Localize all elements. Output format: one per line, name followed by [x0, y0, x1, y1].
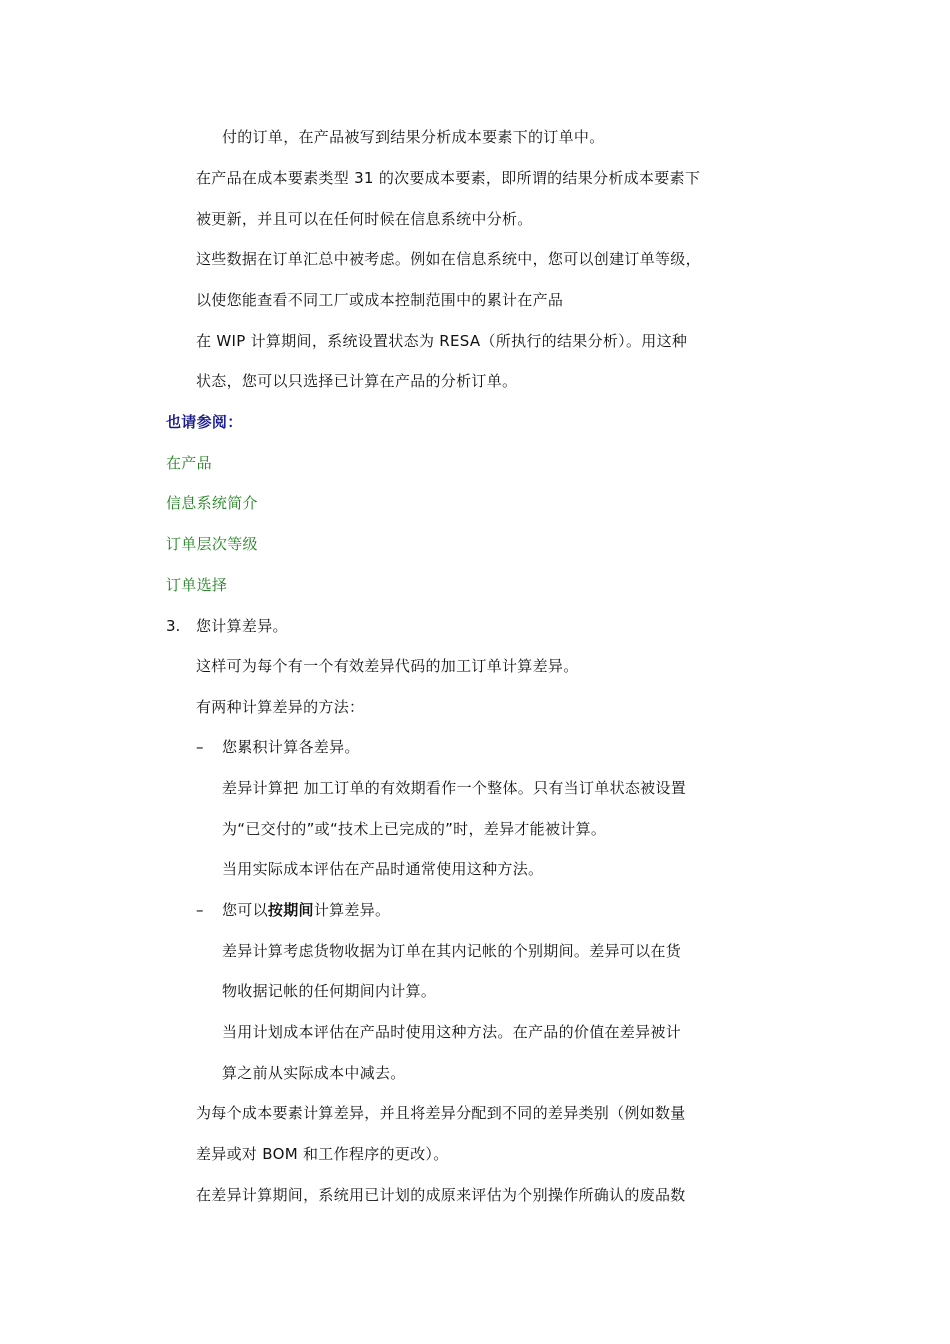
- paragraph-text: 为“已交付的”或“技术上已完成的”时，差异才能被计算。: [222, 820, 607, 838]
- bullet-marker: –: [196, 738, 204, 756]
- paragraph-text: 有两种计算差异的方法：: [196, 698, 365, 716]
- bullet-title: 您累积计算各差异。: [222, 738, 360, 756]
- paragraph-text: 当用实际成本评估在产品时通常使用这种方法。: [222, 860, 544, 878]
- paragraph-text: 在差异计算期间，系统用已计划的成原来评估为个别操作所确认的废品数: [196, 1186, 686, 1204]
- paragraph-text: 在产品在成本要素类型 31 的次要成本要素，即所谓的结果分析成本要素下: [196, 169, 701, 187]
- paragraph-text: 以使您能查看不同工厂或成本控制范围中的累计在产品: [196, 291, 564, 309]
- bullet-title-post: 计算差异。: [313, 901, 391, 919]
- see-also-link[interactable]: 订单层次等级: [166, 535, 258, 553]
- paragraph-text: 差异或对 BOM 和工作程序的更改）。: [196, 1145, 449, 1163]
- paragraph-text: 这样可为每个有一个有效差异代码的加工订单计算差异。: [196, 657, 579, 675]
- paragraph-text: 算之前从实际成本中减去。: [222, 1064, 406, 1082]
- paragraph-text: 这些数据在订单汇总中被考虑。例如在信息系统中，您可以创建订单等级，: [196, 250, 701, 268]
- paragraph-text: 物收据记帐的任何期间内计算。: [222, 982, 437, 1000]
- bullet-marker: –: [196, 901, 204, 919]
- see-also-link[interactable]: 在产品: [166, 454, 212, 472]
- step-title: 您计算差异。: [196, 617, 288, 635]
- bullet-title-bold: 按期间: [267, 901, 314, 919]
- see-also-heading: 也请参阅：: [166, 413, 243, 431]
- paragraph-text: 当用计划成本评估在产品时使用这种方法。在产品的价值在差异被计: [222, 1023, 682, 1041]
- bullet-title-pre: 您可以: [222, 901, 268, 919]
- paragraph-text: 在 WIP 计算期间，系统设置状态为 RESA（所执行的结果分析）。用这种: [196, 332, 688, 350]
- paragraph-text: 被更新，并且可以在任何时候在信息系统中分析。: [196, 210, 533, 228]
- bullet-title: [222, 900, 390, 920]
- paragraph-text: 为每个成本要素计算差异，并且将差异分配到不同的差异类别（例如数量: [196, 1104, 686, 1122]
- paragraph-text: 状态，您可以只选择已计算在产品的分析订单。: [196, 372, 518, 390]
- paragraph-text: 付的订单，在产品被写到结果分析成本要素下的订单中。: [222, 128, 605, 146]
- paragraph-text: 差异计算把 加工订单的有效期看作一个整体。只有当订单状态被设置: [222, 779, 687, 797]
- see-also-link[interactable]: 订单选择: [166, 576, 228, 594]
- see-also-link[interactable]: 信息系统简介: [166, 494, 258, 512]
- paragraph-text: 差异计算考虑货物收据为订单在其内记帐的个别期间。差异可以在货: [222, 942, 682, 960]
- step-number: 3.: [166, 617, 181, 635]
